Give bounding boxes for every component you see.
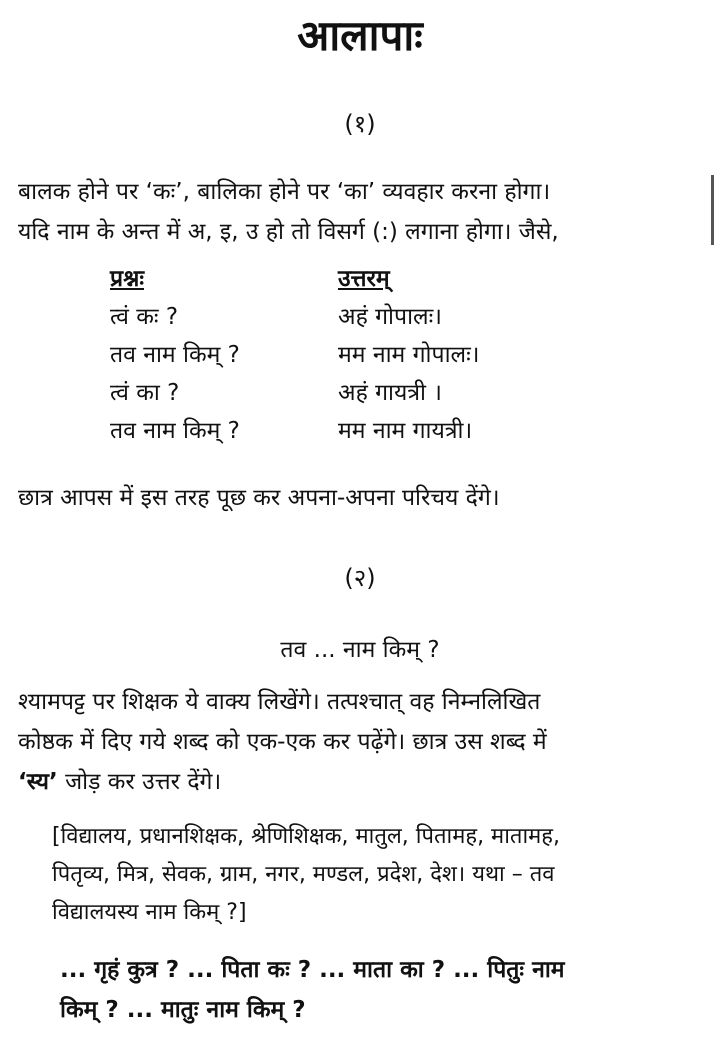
- qa-row: [110, 336, 590, 374]
- closing-line: छात्र आपस में इस तरह पूछ कर अपना-अपना परिचय देंगे।: [18, 485, 500, 511]
- qa-header-row: [110, 260, 590, 298]
- page-title: आलापाः: [297, 11, 423, 60]
- answer-text: मम नाम गोपालः।: [338, 342, 480, 368]
- instruction-line-2: कोष्ठक में दिए गये शब्द को एक-एक कर पढ़ेंगे। छात्र उस शब्द में: [18, 729, 547, 755]
- answer-text: अहं गायत्री ।: [338, 380, 443, 406]
- question-text: तव नाम किम् ?: [110, 342, 240, 368]
- intro-line-2: यदि नाम के अन्त में अ, इ, उ हो तो विसर्ग (:) लगाना होगा। जैसे,: [18, 219, 559, 245]
- question-text: तव नाम किम् ?: [110, 418, 240, 444]
- question-text: त्वं कः ?: [110, 304, 179, 330]
- instruction-line-3-rest: जोड़ कर उत्तर देंगे।: [57, 769, 222, 795]
- margin-mark: [711, 175, 714, 245]
- suffix-highlight: ‘स्य’: [18, 769, 58, 795]
- word-list-line-2: पितृव्य, मित्र, सेवक, ग्राम, नगर, मण्डल, प्रदेश, देश। यथा – तव: [52, 862, 555, 887]
- qa-row: [110, 374, 590, 412]
- instruction-line-1: श्यामपट्ट पर शिक्षक ये वाक्य लिखेंगे। तत्पश्चात् वह निम्नलिखित: [18, 689, 541, 715]
- question-text: त्वं का ?: [110, 380, 180, 406]
- section-number-1: (१): [344, 110, 376, 138]
- intro-line-1: बालक होने पर ‘कः’, बालिका होने पर ‘का’ व्यवहार करना होगा।: [18, 179, 551, 205]
- question-header: प्रश्नः: [110, 266, 144, 292]
- section-subheading: तव ... नाम किम् ?: [280, 637, 440, 663]
- question-line-1: ... गृहं कुत्र ? ... पिता कः ? ... माता का ? ... पितुः नाम: [60, 957, 565, 983]
- answer-text: मम नाम गायत्री।: [338, 418, 473, 444]
- qa-row: [110, 298, 590, 336]
- word-list-line-1: [विद्यालय, प्रधानशिक्षक, श्रेणिशिक्षक, मातुल, पितामह, मातामह,: [52, 824, 560, 849]
- question-line-2: किम् ? ... मातुः नाम किम् ?: [60, 997, 306, 1023]
- instruction-line-3: [18, 762, 708, 802]
- answer-text: अहं गोपालः।: [338, 304, 442, 330]
- qa-table: [110, 260, 590, 450]
- qa-row: [110, 412, 590, 450]
- word-list-line-3: विद्यालयस्य नाम किम् ?]: [52, 900, 247, 925]
- section-number-2: (२): [344, 564, 376, 592]
- answer-header: उत्तरम्: [338, 266, 390, 292]
